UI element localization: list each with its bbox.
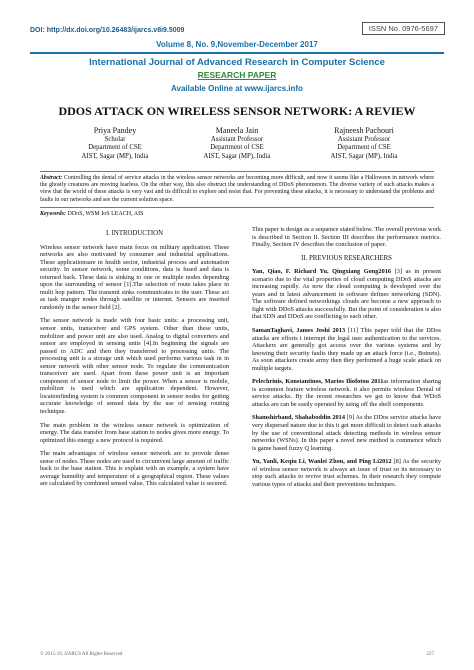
- paragraph: The sensor network is made with four basic units: a processing unit, sensor units, transceiver and GPS system. Other than these units, mobilizer and power unit are also used. Analog to digital converters and sensor are employed in sensing units [4].In beginning the signals are passed to ADC and then they transferred to processing units. The processing unit is a storage unit which used performs various task in in sensor network with other sensor node. To regulate the communication transceiver are used. Apart from these power unit is an important component of sensor node to limit the power. When a sensor is mobile, mobilizer is used which are application dependent. However, locationfinding system is common component in sensor nodes for getting accurate knowledge of sensed data by the use of sensing routing technique.: [40, 317, 229, 416]
- right-column: [252, 226, 441, 494]
- abstract: [40, 171, 434, 208]
- journal-name: International Journal of Advanced Research in Computer Science: [89, 57, 385, 68]
- research-authors: Yan, Qiao, F. Richard Yu, Qingxiang Gong2016: [252, 268, 392, 276]
- author-dept: Department of CSE: [337, 144, 391, 152]
- research-entry: [252, 378, 441, 408]
- paragraph: Wireless sensor network have main focus on military application. These networks are also motivated by consumer and industrial applications. These applicationsare in health sector, industrial process and automation security. In sensor network, some conditions, data is fused and data is returned back. These data is sinking to one or multiple nodes depending upon the surrounding of sensor [1].The selection of route takes place in multi hop pattern. The transmit sinks communicates to the user. These act as task manger nodes through satellite or internet. Sensors are inserted randomly in the sensor field [2].: [40, 243, 229, 311]
- paper-type: RESEARCH PAPER: [197, 70, 277, 80]
- keywords-label: Keywords:: [40, 211, 66, 217]
- author-1: [50, 126, 180, 161]
- author-role: Scholar: [104, 136, 126, 143]
- author-dept: Department of CSE: [88, 144, 142, 152]
- author-name: Priya Pandey: [93, 126, 137, 135]
- paragraph: The main advantages of wireless sensor network are to provide dense sense of nodes. These nodes are used to circumvent large amount of traffic back to the base station. This is explain with an example, a system have average humidity and temperature of a geographical region. These values are calculated by combined sensed value. This calculated value is secured.: [40, 450, 229, 488]
- research-summary: [3] as in present scenario due to the vital properties of cloud computing DDoS attacks are increasing rapidly. As now the cloud computing is developed over the years and in latest advancement in software defines networking (SDN). The software defined networkings clouds are become a new approach to fight with DDoS attacks successfully. But the point of consideration is also that SDN and DDoS are conflicting to each other.: [252, 268, 441, 321]
- keywords: [40, 211, 143, 217]
- author-role: Assistant Professor: [210, 136, 264, 143]
- author-inst: AIST, Sagar (MP), India: [203, 152, 271, 160]
- journal-website[interactable]: Available Online at www.ijarcs.info: [171, 84, 303, 93]
- research-summary: [8] As the security of wireless sensor network is always an issue of trust so its necessary to stop such attacks to revive trust schemes. In their research they compute various types of attacks and their preventions techniques.: [252, 458, 441, 488]
- author-2: [172, 126, 302, 161]
- paragraph: This paper is design as a sequence stated below. The overall previous work is described in Section II. Section III describes the performance metrics. Finally, Section IV describes the conclusion of paper.: [252, 226, 441, 249]
- research-summary: [11] This paper told that the DDos attacks are efforts t interrupt the legal user authentication to the services. Attackers are generally got access over the various systems and by knowing their security faults they made up an attack force (i.e., Botnets). As soon attackers create army then they performed a huge scale attack on multiple targets.: [252, 327, 441, 372]
- author-name: Rajneesh Pachouri: [334, 126, 394, 135]
- left-column: [40, 226, 229, 494]
- research-entry: [252, 458, 441, 488]
- abstract-label: Abstract:: [40, 175, 63, 181]
- research-entry: [252, 327, 441, 372]
- author-dept: Department of CSE: [210, 144, 264, 152]
- volume-line: Volume 8, No. 9,November-December 2017: [156, 40, 318, 49]
- author-name: Maneela Jain: [215, 126, 259, 135]
- research-authors: Yu, Yanli, Keqiu Li, Wanlei Zhou, and Ping Li2012: [252, 458, 392, 466]
- author-3: [299, 126, 429, 161]
- header-rule: [30, 52, 444, 54]
- issn-box: ISSN No. 0976-5697: [362, 22, 445, 35]
- page-number: 227: [426, 652, 434, 657]
- paragraph: The main problem in the wireless sensor network is optimization of energy. The data transfer from base station to nodes gives more energy. To optimized this energy a new protocol is required.: [40, 421, 229, 444]
- section-heading-introduction: I. INTRODUCTION: [105, 230, 163, 237]
- research-authors: SamanTaghavi, James Joshi 2013: [252, 327, 346, 335]
- research-entry: [252, 414, 441, 452]
- footer-copyright: © 2015-19, IJARCS All Rights Reserved: [40, 652, 123, 657]
- doi-link[interactable]: DOI: http://dx.doi.org/10.26483/ijarcs.v8i9.5009: [30, 27, 185, 34]
- abstract-text: Controlling the denial of service attacks in the wireless sensor networks are becoming more difficult, and now it seems like a Halloween in network where the ghostly creatures are moving fearless. On the other way, this also obstruct the understanding of DDoS phenomenon. The diverse variety of such attacks makes a view that the world of these attacks is very vast and its difficult to explore and resist that. For preventing these attacks, it is necessary to understand the problems and faults in our networks and see the current solution space.: [40, 175, 434, 203]
- author-inst: AIST, Sagar (MP), India: [81, 152, 149, 160]
- research-summary: as information sharing is acommon feature wireless network. it also permits wireless Denial of service attacks. By the recent researches we get to know that WDoS attacks are can be easily operated by using off the shelf components.: [252, 378, 441, 408]
- research-entry: [252, 268, 441, 321]
- research-authors: Pelechrinis, Konstantinos, Marios Iliofotou 2011: [252, 378, 384, 386]
- section-heading-previous-researchers: II. PREVIOUS RESEARCHERS: [301, 254, 392, 262]
- keywords-text: DDoS, WSM IoS LEACH, AIS: [67, 211, 144, 217]
- author-inst: AIST, Sagar (MP), India: [330, 152, 398, 160]
- paper-title: DDOS ATTACK ON WIRELESS SENSOR NETWORK: A REVIEW: [58, 104, 416, 118]
- author-role: Assistant Professor: [337, 136, 391, 143]
- research-authors: Shamshirband, Shahaboddin 2014: [252, 414, 345, 422]
- research-summary: [9] As the DDos service attacks have very dispersed nature due to this it get more difficult to detect such attacks by the use of conventional attack detecting methods in wireless sensor networks (WSNs). In this paper a novel new method is commence which is game based fuzzy Q learning.: [252, 414, 441, 452]
